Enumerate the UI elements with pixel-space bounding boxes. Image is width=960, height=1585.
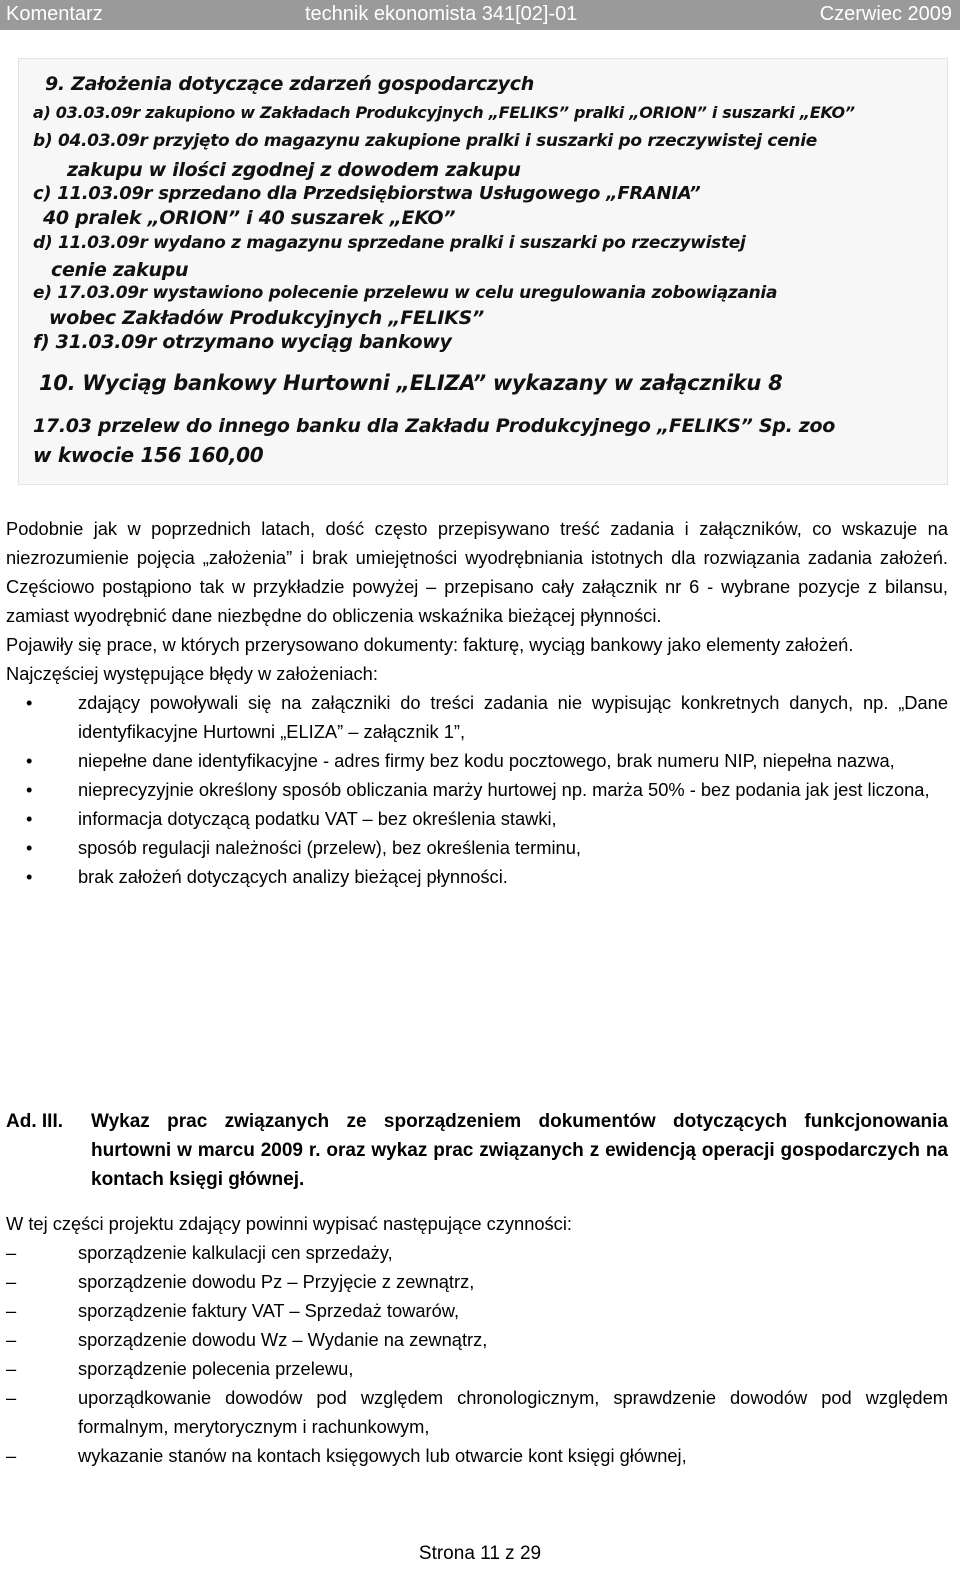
scan-line: 40 pralek „ORION” i 40 suszarek „EKO” [43, 207, 456, 229]
header-center: technik ekonomista 341[02]-01 [305, 3, 578, 25]
list-item: • niepełne dane identyfikacyjne - adres firmy bez kodu pocztowego, brak numeru NIP, niepełna nazwa, [6, 746, 948, 775]
list-item: – sporządzenie dowodu Wz – Wydanie na zewnątrz, [6, 1325, 948, 1354]
bullet-icon: • [26, 750, 33, 771]
scan-line: wobec Zakładów Produkcyjnych „FELIKS” [49, 307, 484, 329]
activities-list [6, 1238, 948, 1470]
scan-line: 9. Założenia dotyczące zdarzeń gospodarczych [45, 73, 534, 95]
bullet-icon: • [26, 866, 33, 887]
header-right: Czerwiec 2009 [819, 3, 952, 25]
list-item: • zdający powoływali się na załączniki do treści zadania nie wypisując konkretnych danych, np. „Dane identyfikacyjne Hurtowni „ELIZA” – załącznik 1”, [6, 688, 948, 746]
list-item: – wykazanie stanów na kontach księgowych lub otwarcie kont księgi głównej, [6, 1441, 948, 1470]
list-item: • brak założeń dotyczących analizy bieżącej płynności. [6, 862, 948, 891]
dash-icon: – [6, 1387, 17, 1408]
list-item: • informacja dotyczącą podatku VAT – bez określenia stawki, [6, 804, 948, 833]
paragraph-3: Najczęściej występujące błędy w założeniach: [6, 663, 378, 684]
bullet-icon: • [26, 692, 33, 713]
bullet-icon: • [26, 808, 33, 829]
scan-line: 10. Wyciąg bankowy Hurtowni „ELIZA” wykazany w załączniku 8 [39, 371, 783, 395]
scan-line: c) 11.03.09r sprzedano dla Przedsiębiorstwa Usługowego „FRANIA” [33, 183, 701, 204]
header-left: Komentarz [6, 3, 103, 25]
scan-line: cenie zakupu [51, 259, 189, 281]
scan-line: w kwocie 156 160,00 [33, 443, 264, 467]
body-text [6, 514, 948, 891]
section-number: Ad. III. [6, 1111, 63, 1132]
scan-line: zakupu w ilości zgodnej z dowodem zakupu [67, 159, 521, 181]
dash-icon: – [6, 1271, 17, 1292]
list-item: • sposób regulacji należności (przelew), bez określenia terminu, [6, 833, 948, 862]
page-number: Strona 11 z 29 [418, 1543, 542, 1564]
section-heading [6, 1107, 948, 1194]
activities-intro: W tej części projektu zdający powinni wypisać następujące czynności: [6, 1213, 572, 1234]
page-header [0, 0, 960, 30]
activities-text [6, 1209, 948, 1470]
scan-line: b) 04.03.09r przyjęto do magazynu zakupione pralki i suszarki po rzeczywistej cenie [33, 131, 817, 151]
dash-icon: – [6, 1358, 17, 1379]
section-title: Wykaz prac związanych ze sporządzeniem dokumentów dotyczących funkcjonowania hurtowni w marcu 2009 r. oraz wykaz prac związanych z ewidencją operacji gospodarczych na kontach księgi głównej. [91, 1111, 948, 1190]
list-item: – uporządkowanie dowodów pod względem chronologicznym, sprawdzenie dowodów pod względem formalnym, merytorycznym i rachunkowym, [6, 1383, 948, 1441]
bullet-icon: • [26, 779, 33, 800]
dash-icon: – [6, 1445, 17, 1466]
dash-icon: – [6, 1300, 17, 1321]
list-item: – sporządzenie polecenia przelewu, [6, 1354, 948, 1383]
paragraph-1: Podobnie jak w poprzednich latach, dość często przepisywano treść zadania i załączników, co wskazuje na niezrozumienie pojęcia „założenia” i brak umiejętności wyodrębniania istotnych dla rozwiązania zadania założeń. Częściowo postąpiono tak w przykładzie powyżej – przepisano cały załącznik nr 6 - wybrane pozycje z bilansu, zamiast wyodrębnić dane niezbędne do obliczenia wskaźnika bieżącej płynności. [6, 518, 948, 626]
dash-icon: – [6, 1329, 17, 1350]
list-item: – sporządzenie faktury VAT – Sprzedaż towarów, [6, 1296, 948, 1325]
scan-line: e) 17.03.09r wystawiono polecenie przelewu w celu uregulowania zobowiązania [33, 283, 778, 303]
list-item: – sporządzenie dowodu Pz – Przyjęcie z zewnątrz, [6, 1267, 948, 1296]
handwritten-scan-image [18, 58, 948, 485]
errors-list [6, 688, 948, 891]
dash-icon: – [6, 1242, 17, 1263]
scan-line: 17.03 przelew do innego banku dla Zakładu Produkcyjnego „FELIKS” Sp. zoo [33, 415, 836, 437]
scan-line: d) 11.03.09r wydano z magazynu sprzedane pralki i suszarki po rzeczywistej [33, 233, 746, 253]
list-item: – sporządzenie kalkulacji cen sprzedaży, [6, 1238, 948, 1267]
bullet-icon: • [26, 837, 33, 858]
scan-line: f) 31.03.09r otrzymano wyciąg bankowy [33, 331, 452, 353]
list-item: • nieprecyzyjnie określony sposób obliczania marży hurtowej np. marża 50% - bez podania jak jest liczona, [6, 775, 948, 804]
scan-line: a) 03.03.09r zakupiono w Zakładach Produkcyjnych „FELIKS” pralki „ORION” i suszarki „EKO” [33, 103, 855, 122]
paragraph-2: Pojawiły się prace, w których przerysowano dokumenty: fakturę, wyciąg bankowy jako elementy założeń. [6, 634, 854, 655]
